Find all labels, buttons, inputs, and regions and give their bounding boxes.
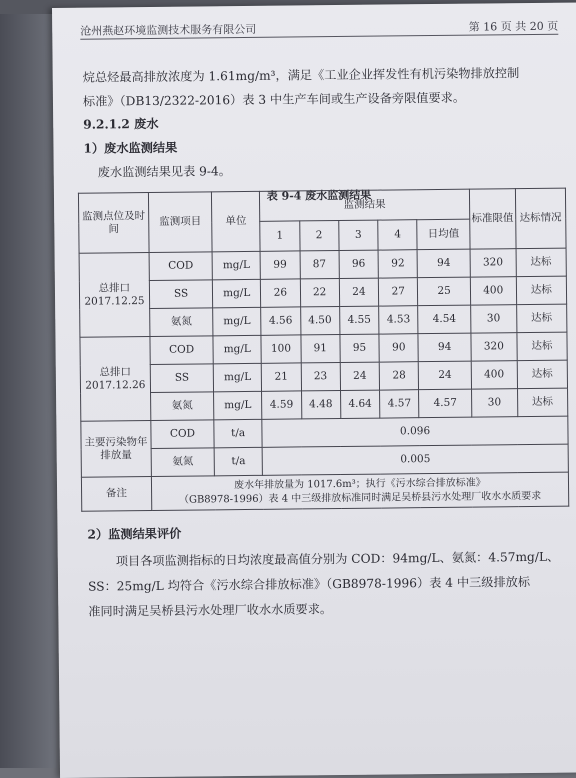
cell-status: 达标 (516, 276, 567, 305)
intro-text: 废水监测结果见表 9-4。 (97, 164, 231, 180)
cell-item: 氨氮 (150, 392, 214, 421)
cell-limit: 400 (471, 361, 517, 389)
group1-point (79, 252, 150, 337)
cell-avg: 24 (419, 361, 472, 390)
cell-v2: 4.50 (300, 307, 340, 335)
cell-v4: 27 (378, 278, 418, 306)
cell-v3: 96 (339, 250, 379, 278)
table-caption: 表 9-4 废水监测结果 (266, 188, 372, 203)
section-title: 9.2.1.2 废水 (83, 116, 159, 132)
header-daily-avg: 日均值 (417, 219, 470, 250)
top-text-line1: 烷总烃最高排放浓度为 1.61mg/m³，满足《工业企业挥发性有机污染物排放控制 (82, 66, 520, 85)
page-header (80, 18, 558, 40)
cell-v4: 92 (378, 250, 418, 278)
group2-date: 2017.12.26 (85, 378, 146, 392)
cell-avg: 94 (418, 333, 471, 362)
cell-unit: mg/L (213, 307, 261, 336)
cell-v4: 90 (379, 334, 419, 362)
document-page (52, 2, 576, 778)
cell-item: SS (149, 280, 213, 309)
cell-item: COD (149, 252, 213, 281)
header-col-1: 1 (260, 221, 300, 251)
cell-v3: 4.64 (340, 390, 380, 418)
header-item: 监测项目 (148, 192, 212, 253)
cell-unit: t/a (214, 447, 262, 476)
cell-status: 达标 (516, 248, 567, 277)
header-col-3: 3 (339, 220, 379, 250)
cell-avg: 4.54 (418, 305, 471, 334)
cell-annual-value: 0.096 (262, 416, 568, 447)
evaluation-line3: 准同时满足吴桥县污水处理厂收水水质要求。 (88, 602, 333, 619)
remarks-line1: 废水年排放量为 1017.6m³；执行《污水综合排放标准》 (234, 476, 486, 491)
evaluation-title: 2）监测结果评价 (87, 526, 182, 542)
evaluation-line2: SS：25mg/L 均符合《污水综合排放标准》（GB8978-1996）表 4 中三级排放标 (87, 575, 531, 594)
header-results: 监测结果 (260, 189, 470, 221)
cell-annual-value: 0.005 (262, 444, 568, 475)
cell-status: 达标 (517, 388, 568, 417)
cell-unit: mg/L (214, 391, 262, 420)
cell-limit: 400 (470, 277, 516, 305)
header-col-4: 4 (378, 220, 418, 250)
cell-status: 达标 (517, 360, 568, 389)
remarks-line2: （GB8978-1996）表 4 中三级排放标准同时满足吴桥县污水处理厂收水水质要求 (178, 490, 542, 506)
header-unit: 单位 (212, 191, 261, 251)
cell-v3: 95 (340, 334, 380, 362)
cell-v1: 99 (260, 251, 300, 279)
cell-unit: mg/L (213, 279, 261, 308)
cell-unit: mg/L (213, 335, 261, 364)
cell-limit: 30 (471, 389, 517, 417)
cell-limit: 30 (470, 305, 516, 333)
group1-date: 2017.12.25 (84, 294, 145, 308)
cell-item: COD (150, 336, 214, 365)
cell-v1: 4.59 (262, 391, 302, 419)
cell-v2: 4.48 (301, 391, 341, 419)
cell-avg: 25 (418, 277, 471, 306)
cell-avg: 4.57 (419, 389, 472, 418)
cell-v3: 24 (340, 362, 380, 390)
cell-v1: 26 (261, 279, 301, 307)
cell-v3: 4.55 (339, 306, 379, 334)
group2-label: 总排口 (99, 365, 132, 379)
cell-v1: 4.56 (261, 307, 301, 335)
cell-v1: 21 (261, 363, 301, 391)
cell-status: 达标 (516, 304, 567, 333)
cell-item: 氨氮 (150, 308, 214, 337)
group1-label: 总排口 (98, 281, 131, 295)
top-text-line2: 标准》（DB13/2322-2016）表 3 中生产车间或生产设备旁限值要求。 (82, 90, 466, 109)
remarks-text (151, 472, 568, 510)
results-table (78, 188, 569, 512)
cell-v2: 22 (300, 279, 340, 307)
page-number: 第 16 页 共 20 页 (468, 19, 559, 34)
cell-item: 氨氮 (151, 448, 215, 477)
cell-v2: 87 (300, 251, 340, 279)
cell-limit: 320 (471, 333, 517, 361)
annual-label: 主要污染物年排放量 (81, 420, 151, 477)
cell-unit: mg/L (213, 363, 261, 392)
cell-v2: 23 (301, 363, 341, 391)
header-limit: 标准限值 (469, 189, 515, 249)
cell-v4: 4.53 (379, 306, 419, 334)
header-compliance: 达标情况 (515, 188, 566, 249)
table-row (81, 472, 568, 511)
cell-status: 达标 (517, 332, 568, 361)
cell-v3: 24 (339, 278, 379, 306)
header-col-2: 2 (299, 221, 339, 251)
cell-limit: 320 (470, 249, 516, 277)
header-point-time: 监测点位及时间 (78, 193, 148, 254)
cell-unit: mg/L (212, 251, 260, 280)
cell-v4: 28 (379, 362, 419, 390)
cell-avg: 94 (417, 249, 470, 278)
cell-v4: 4.57 (380, 390, 420, 418)
cell-item: COD (151, 420, 215, 449)
cell-v1: 100 (261, 335, 301, 363)
group2-point (80, 336, 151, 421)
subsection-results: 1）废水监测结果 (83, 140, 178, 156)
remarks-label: 备注 (81, 476, 151, 511)
background-left (0, 0, 56, 768)
evaluation-line1: 项目各项监测指标的日均浓度最高值分别为 COD：94mg/L、氨氮：4.57mg/L、 (115, 549, 560, 569)
cell-v2: 91 (300, 335, 340, 363)
company-name: 沧州燕赵环境监测技术服务有限公司 (80, 22, 257, 38)
cell-item: SS (150, 364, 214, 393)
cell-unit: t/a (214, 419, 262, 448)
